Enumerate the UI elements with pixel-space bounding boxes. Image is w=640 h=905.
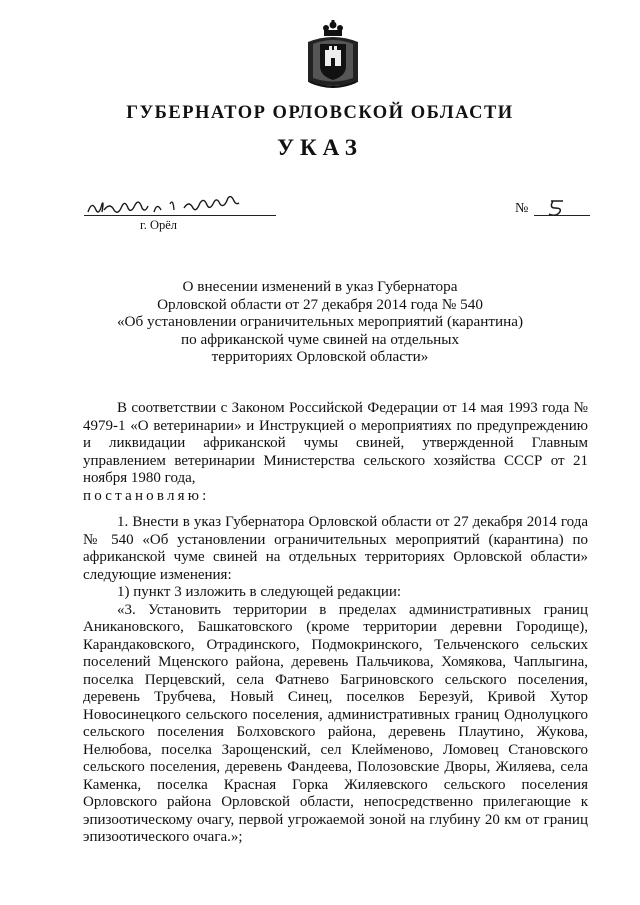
title-line: О внесении изменений в указ Губернатора: [182, 278, 458, 295]
coat-of-arms-emblem: [304, 20, 362, 88]
document-title: [110, 278, 530, 366]
number-underline: [534, 215, 590, 216]
date-underline: [84, 215, 276, 216]
title-line: «Об установлении ограничительных мероприятий (карантина): [116, 313, 524, 331]
preamble-paragraph: В соответствии с Законом Российской Федерации от 14 мая 1993 года № 4979-1 «О ветеринарии» и Инструкцией о мероприятиях по предупреждению и ликвидации африканской чумы свиней, утвержденной Главным управлением ветеринарии Министерства сельского хозяйства СССР от 21 ноября 1980 года,: [83, 400, 588, 486]
document-number-label: №: [515, 201, 529, 216]
title-line: Орловской области от 27 декабря 2014 года № 540: [157, 295, 483, 313]
title-line: по африканской чуме свиней на отдельных: [180, 330, 460, 348]
issuing-authority: ГУБЕРНАТОР ОРЛОВСКОЙ ОБЛАСТИ: [126, 103, 514, 123]
subitem-1-paragraph: 1) пункт 3 изложить в следующей редакции:: [117, 584, 402, 600]
item-1-paragraph: 1. Внести в указ Губернатора Орловской области от 27 декабря 2014 года № 540 «Об установлении ограничительных мероприятий (карантина) по африканской чуме свиней на отдельных территориях Орловской области» следующие изменения:: [83, 514, 588, 583]
document-body: [83, 400, 588, 847]
document-type: УКАЗ: [277, 135, 363, 160]
title-line: территориях Орловской области»: [211, 348, 429, 366]
place-of-issue: г. Орёл: [140, 218, 178, 232]
resolve-statement: [83, 488, 588, 506]
resolve-word: постановляю:: [83, 487, 210, 504]
quoted-clause-3: «3. Установить территории в пределах административных границ Аникановского, Башкатовского (кроме территории деревни Городище), Карандаковского, Отрадинского, Подмокринского, Тельченского сельских поселений Мценского района, деревень Пальчикова, Хомякова, Чаплыгина, поселка Перцевский, села Фатнево Багриновского сельского поселения, деревень Трубчева, Новый Синец, поселков Березуй, Кривой Хутор Новосинецкого сельского поселения, административных границ Однолуцкого сельского поселения Болховского района, деревень Плаутино, Жукова, Нелюбова, поселка Зарощенский, сел Клейменово, Ломовец Становского сельского поселения, деревень Фандеева, Полозовские Дворы, Жиляева, села Каменка, поселка Красная Горка Жиляевского сельского поселения Орловского района Орловской области, непосредственно прилегающие к эпизоотическому очагу, первой угрожаемой зоной на глубину 20 км от границ эпизоотического очага.»;: [83, 601, 588, 845]
